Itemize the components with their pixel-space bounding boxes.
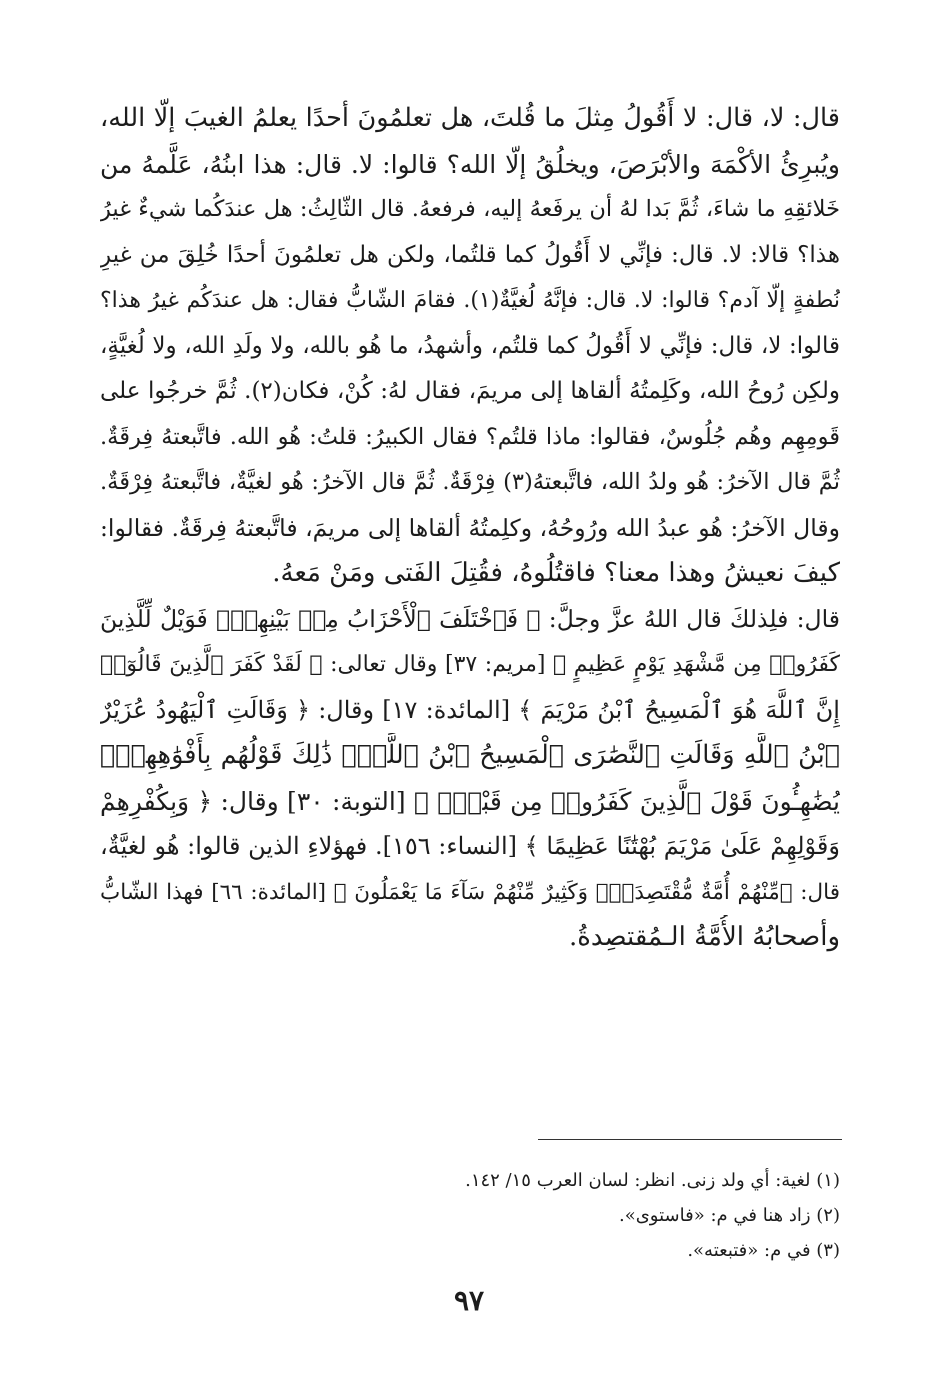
text-line: قَومِهِم وهُم جُلُوسٌ، فقالوا: ماذا قلتُم؟ فقال الكبيرُ: قلتُ: هُو الله. فاتَّبعتهُ فِرقَةٌ. <box>100 423 840 450</box>
text-line: ويُبرِئُ الأكْمَهَ والأبْرَصَ، ويخلُقُ إلّا الله؟ قالوا: لا. قال: هذا ابنُهُ، عَلَّمهُ من <box>100 149 840 179</box>
text-line: نُطفةٍ إلّا آدم؟ قالوا: لا. قال: فإنَّهُ لُغيَّةٌ(١). فقامَ الشّابُّ فقال: هل عندَكُم غيرُ هذا؟ <box>100 288 840 313</box>
text-line: كَفَرُوا۟ مِن مَّشْهَدِ يَوْمٍ عَظِيمٍ ﴾ [مريم: ٣٧] وقال تعالى: ﴿ لَقَدْ كَفَرَ ٱلَّذِينَ قَالُوٓا۟ <box>100 652 840 677</box>
text-line: كيفَ نعيشُ وهذا معنا؟ فاقتُلُوهُ، فقُتِلَ الفَتى ومَنْ مَعهُ. <box>272 558 840 588</box>
text-line: خَلائقِهِ ما شاءَ، ثُمَّ بَدا لهُ أن يرفَعهُ إليه، فرفعهُ. قال الثّالِثُ: هل عندَكُما شيءٌ غيرُ <box>100 196 840 222</box>
footnotes <box>100 1163 840 1268</box>
text-line: إِنَّ ٱللَّهَ هُوَ ٱلْمَسِيحُ ٱبْنُ مَرْيَمَ ﴾ [المائدة: ١٧] وقال: ﴿ وَقَالَتِ ٱلْيَهُودُ عُزَيْرٌ <box>100 695 840 724</box>
text-line: ثُمَّ قال الآخرُ: هُو ولدُ الله، فاتَّبعتهُ(٣) فِرْقَةٌ. ثُمَّ قال الآخرُ: هُو لغيَّةٌ، فاتَّبعتهُ فِرْقَةٌ. <box>100 469 840 495</box>
text-line: يُضَٰهِـُٔونَ قَوْلَ ٱلَّذِينَ كَفَرُوا۟ مِن قَبْلُۚ ﴾ [التوبة: ٣٠] وقال: ﴿ وَبِكُفْرِهِمْ <box>100 786 840 816</box>
footnote-3: (٣) في م: «فتبعته». <box>687 1240 840 1261</box>
footnote-2: (٢) زاد هنا في م: «فاستوى». <box>618 1205 840 1226</box>
text-line: ولكِن رُوحُ الله، وكَلِمتُهُ ألقاها إلى مريمَ، فقال لهُ: كُنْ، فكان(٢). ثُمَّ خرجُوا على <box>100 378 840 404</box>
text-line: قالوا: لا، قال: فإنِّي لا أَقُولُ كما قلتُم، وأشهدُ، ما هُو بالله، ولا ولَدِ الله، ولا لُغيَّةٍ، <box>100 332 840 359</box>
main-text <box>100 96 840 961</box>
text-line: وقال الآخرُ: هُو عبدُ الله ورُوحُهُ، وكلِمتُهُ ألقاها إلى مريمَ، فاتَّبعتهُ فِرقَةٌ. فقالوا: <box>100 513 840 542</box>
footnote-divider <box>538 1139 842 1140</box>
page-number: ٩٧ <box>453 1284 485 1317</box>
page-body <box>100 96 840 961</box>
text-line: قال: لا، قال: لا أَقُولُ مِثلَ ما قُلتَ، هل تعلمُونَ أحدًا يعلمُ الغيبَ إلّا الله، <box>100 103 840 133</box>
text-line: قال: فلِذلكَ قال اللهُ عزَّ وجلَّ: ﴿ فَٱخْتَلَفَ ٱلْأَحْزَابُ مِنۢ بَيْنِهِمْۖ فَوَيْلٌ لِّلَّذِينَ <box>100 604 840 633</box>
text-line: ٱبْنُ ٱللَّهِ وَقَالَتِ ٱلنَّصَٰرَى ٱلْمَسِيحُ ٱبْنُ ٱللَّهِۖ ذَٰلِكَ قَوْلُهُم بِأَفْوَٰهِهِمْۖ <box>100 740 840 770</box>
text-line: وأصحابُهُ الأُمَّةُ الـمُقتصِدةُ. <box>568 922 840 952</box>
text-line: قال: ﴿مِّنْهُمْ أُمَّةٌ مُّقْتَصِدَةٌۖ وَكَثِيرٌ مِّنْهُمْ سَآءَ مَا يَعْمَلُونَ ﴾ [المائدة: ٦٦] فهذا الشّابُّ <box>100 879 840 905</box>
footnote-1: (١) لغية: أي ولد زنى. انظر: لسان العرب ١٥/ ١٤٢. <box>465 1170 840 1191</box>
text-line: هذا؟ قالا: لا. قال: فإنِّي لا أَقُولُ كما قلتُما، ولكن هل تعلمُونَ أحدًا خُلِقَ من غيرِ <box>100 241 840 268</box>
text-line: وَقَوْلِهِمْ عَلَىٰ مَرْيَمَ بُهْتَٰنًا عَظِيمًا ﴾ [النساء: ١٥٦]. فهؤلاءِ الذين قالوا: هُو لغيَّةٌ، <box>100 832 840 860</box>
